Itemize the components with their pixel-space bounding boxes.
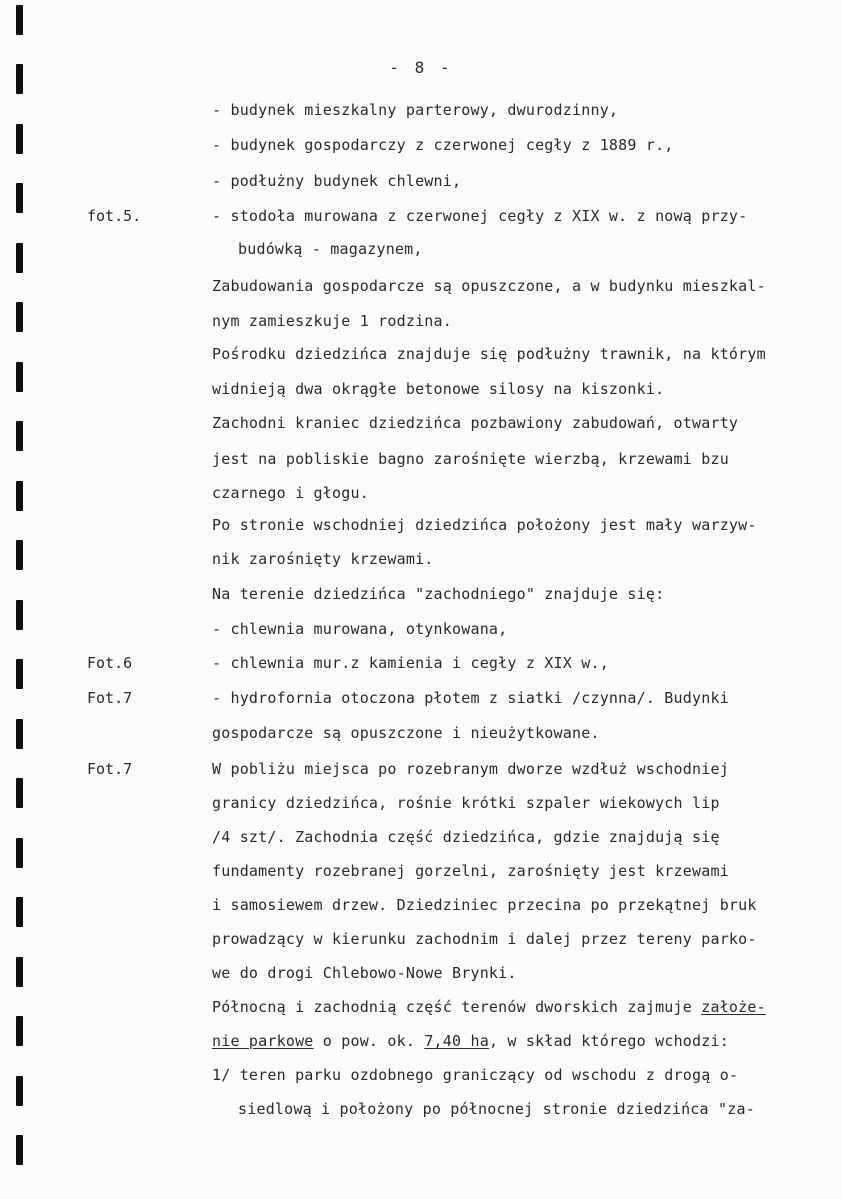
binding-hole bbox=[16, 897, 23, 927]
binding-hole bbox=[16, 957, 23, 987]
binding-hole bbox=[16, 302, 23, 332]
binding-hole bbox=[16, 600, 23, 630]
text-line: - chlewnia mur.z kamienia i cegły z XIX w., bbox=[212, 654, 609, 672]
binding-hole bbox=[16, 778, 23, 808]
binding-hole bbox=[16, 362, 23, 392]
page-number: - 8 - bbox=[389, 58, 453, 77]
binding-hole bbox=[16, 481, 23, 511]
text-line: - budynek mieszkalny parterowy, dwurodzinny, bbox=[212, 101, 619, 119]
text-line: widnieją dwa okrągłe betonowe silosy na kiszonki. bbox=[212, 380, 665, 398]
text-line: 1/ teren parku ozdobnego graniczący od wschodu z drogą o- bbox=[212, 1066, 739, 1084]
text-line: fundamenty rozebranej gorzelni, zarośnięty jest krzewami bbox=[212, 862, 729, 880]
text-line: nym zamieszkuje 1 rodzina. bbox=[212, 312, 452, 330]
text-line: /4 szt/. Zachodnia część dziedzińca, gdzie znajdują się bbox=[212, 828, 720, 846]
text-line: we do drogi Chlebowo-Nowe Brynki. bbox=[212, 964, 517, 982]
text-line: i samosiewem drzew. Dziedziniec przecina po przekątnej bruk bbox=[212, 896, 757, 914]
text-line: czarnego i głogu. bbox=[212, 484, 369, 502]
photo-reference: Fot.6 bbox=[87, 654, 133, 672]
text-line: Po stronie wschodniej dziedzińca położony jest mały warzyw- bbox=[212, 516, 757, 534]
text-line: Zabudowania gospodarcze są opuszczone, a w budynku mieszkal- bbox=[212, 277, 766, 295]
binding-hole bbox=[16, 5, 23, 35]
text-run: o pow. ok. bbox=[313, 1032, 425, 1050]
binding-hole bbox=[16, 540, 23, 570]
binding-hole bbox=[16, 124, 23, 154]
text-line: - podłużny budynek chlewni, bbox=[212, 172, 462, 190]
text-line: budówką - magazynem, bbox=[238, 240, 423, 258]
text-line: jest na pobliskie bagno zarośnięte wierzbą, krzewami bzu bbox=[212, 450, 729, 468]
text-line: - chlewnia murowana, otynkowana, bbox=[212, 620, 508, 638]
text-line: - stodoła murowana z czerwonej cegły z XIX w. z nową przy- bbox=[212, 207, 748, 225]
binding-hole bbox=[16, 421, 23, 451]
underlined-area: 7,40 ha bbox=[424, 1032, 489, 1050]
text-line: W pobliżu miejsca po rozebranym dworze wzdłuż wschodniej bbox=[212, 760, 729, 778]
text-line bbox=[212, 1032, 729, 1050]
text-line: - budynek gospodarczy z czerwonej cegły z 1889 r., bbox=[212, 136, 674, 154]
text-run: , w skład którego wchodzi: bbox=[488, 1032, 729, 1050]
binding-hole bbox=[16, 838, 23, 868]
binding-hole bbox=[16, 243, 23, 273]
text-line: nik zarośnięty krzewami. bbox=[212, 550, 434, 568]
text-line: - hydrofornia otoczona płotem z siatki /czynna/. Budynki bbox=[212, 689, 729, 707]
underlined-term: założe- bbox=[701, 998, 766, 1016]
text-line bbox=[212, 998, 766, 1016]
photo-reference: Fot.7 bbox=[87, 689, 133, 707]
text-line: prowadzący w kierunku zachodnim i dalej przez tereny parko- bbox=[212, 930, 757, 948]
binding-holes bbox=[0, 0, 40, 1199]
binding-hole bbox=[16, 719, 23, 749]
binding-hole bbox=[16, 1016, 23, 1046]
text-line: granicy dziedzińca, rośnie krótki szpaler wiekowych lip bbox=[212, 794, 720, 812]
text-line: Pośrodku dziedzińca znajduje się podłużny trawnik, na którym bbox=[212, 345, 766, 363]
text-run: Północną i zachodnią część terenów dworskich zajmuje bbox=[212, 998, 702, 1016]
binding-hole bbox=[16, 659, 23, 689]
underlined-term: nie parkowe bbox=[212, 1032, 314, 1050]
photo-reference: fot.5. bbox=[87, 207, 142, 225]
text-line: Na terenie dziedzińca "zachodniego" znajduje się: bbox=[212, 585, 665, 603]
binding-hole bbox=[16, 183, 23, 213]
text-line: Zachodni kraniec dziedzińca pozbawiony zabudowań, otwarty bbox=[212, 414, 739, 432]
binding-hole bbox=[16, 1135, 23, 1165]
text-line: siedlową i położony po północnej stronie dziedzińca "za- bbox=[238, 1100, 755, 1118]
text-line: gospodarcze są opuszczone i nieużytkowane. bbox=[212, 724, 600, 742]
binding-hole bbox=[16, 1076, 23, 1106]
photo-reference: Fot.7 bbox=[87, 760, 133, 778]
